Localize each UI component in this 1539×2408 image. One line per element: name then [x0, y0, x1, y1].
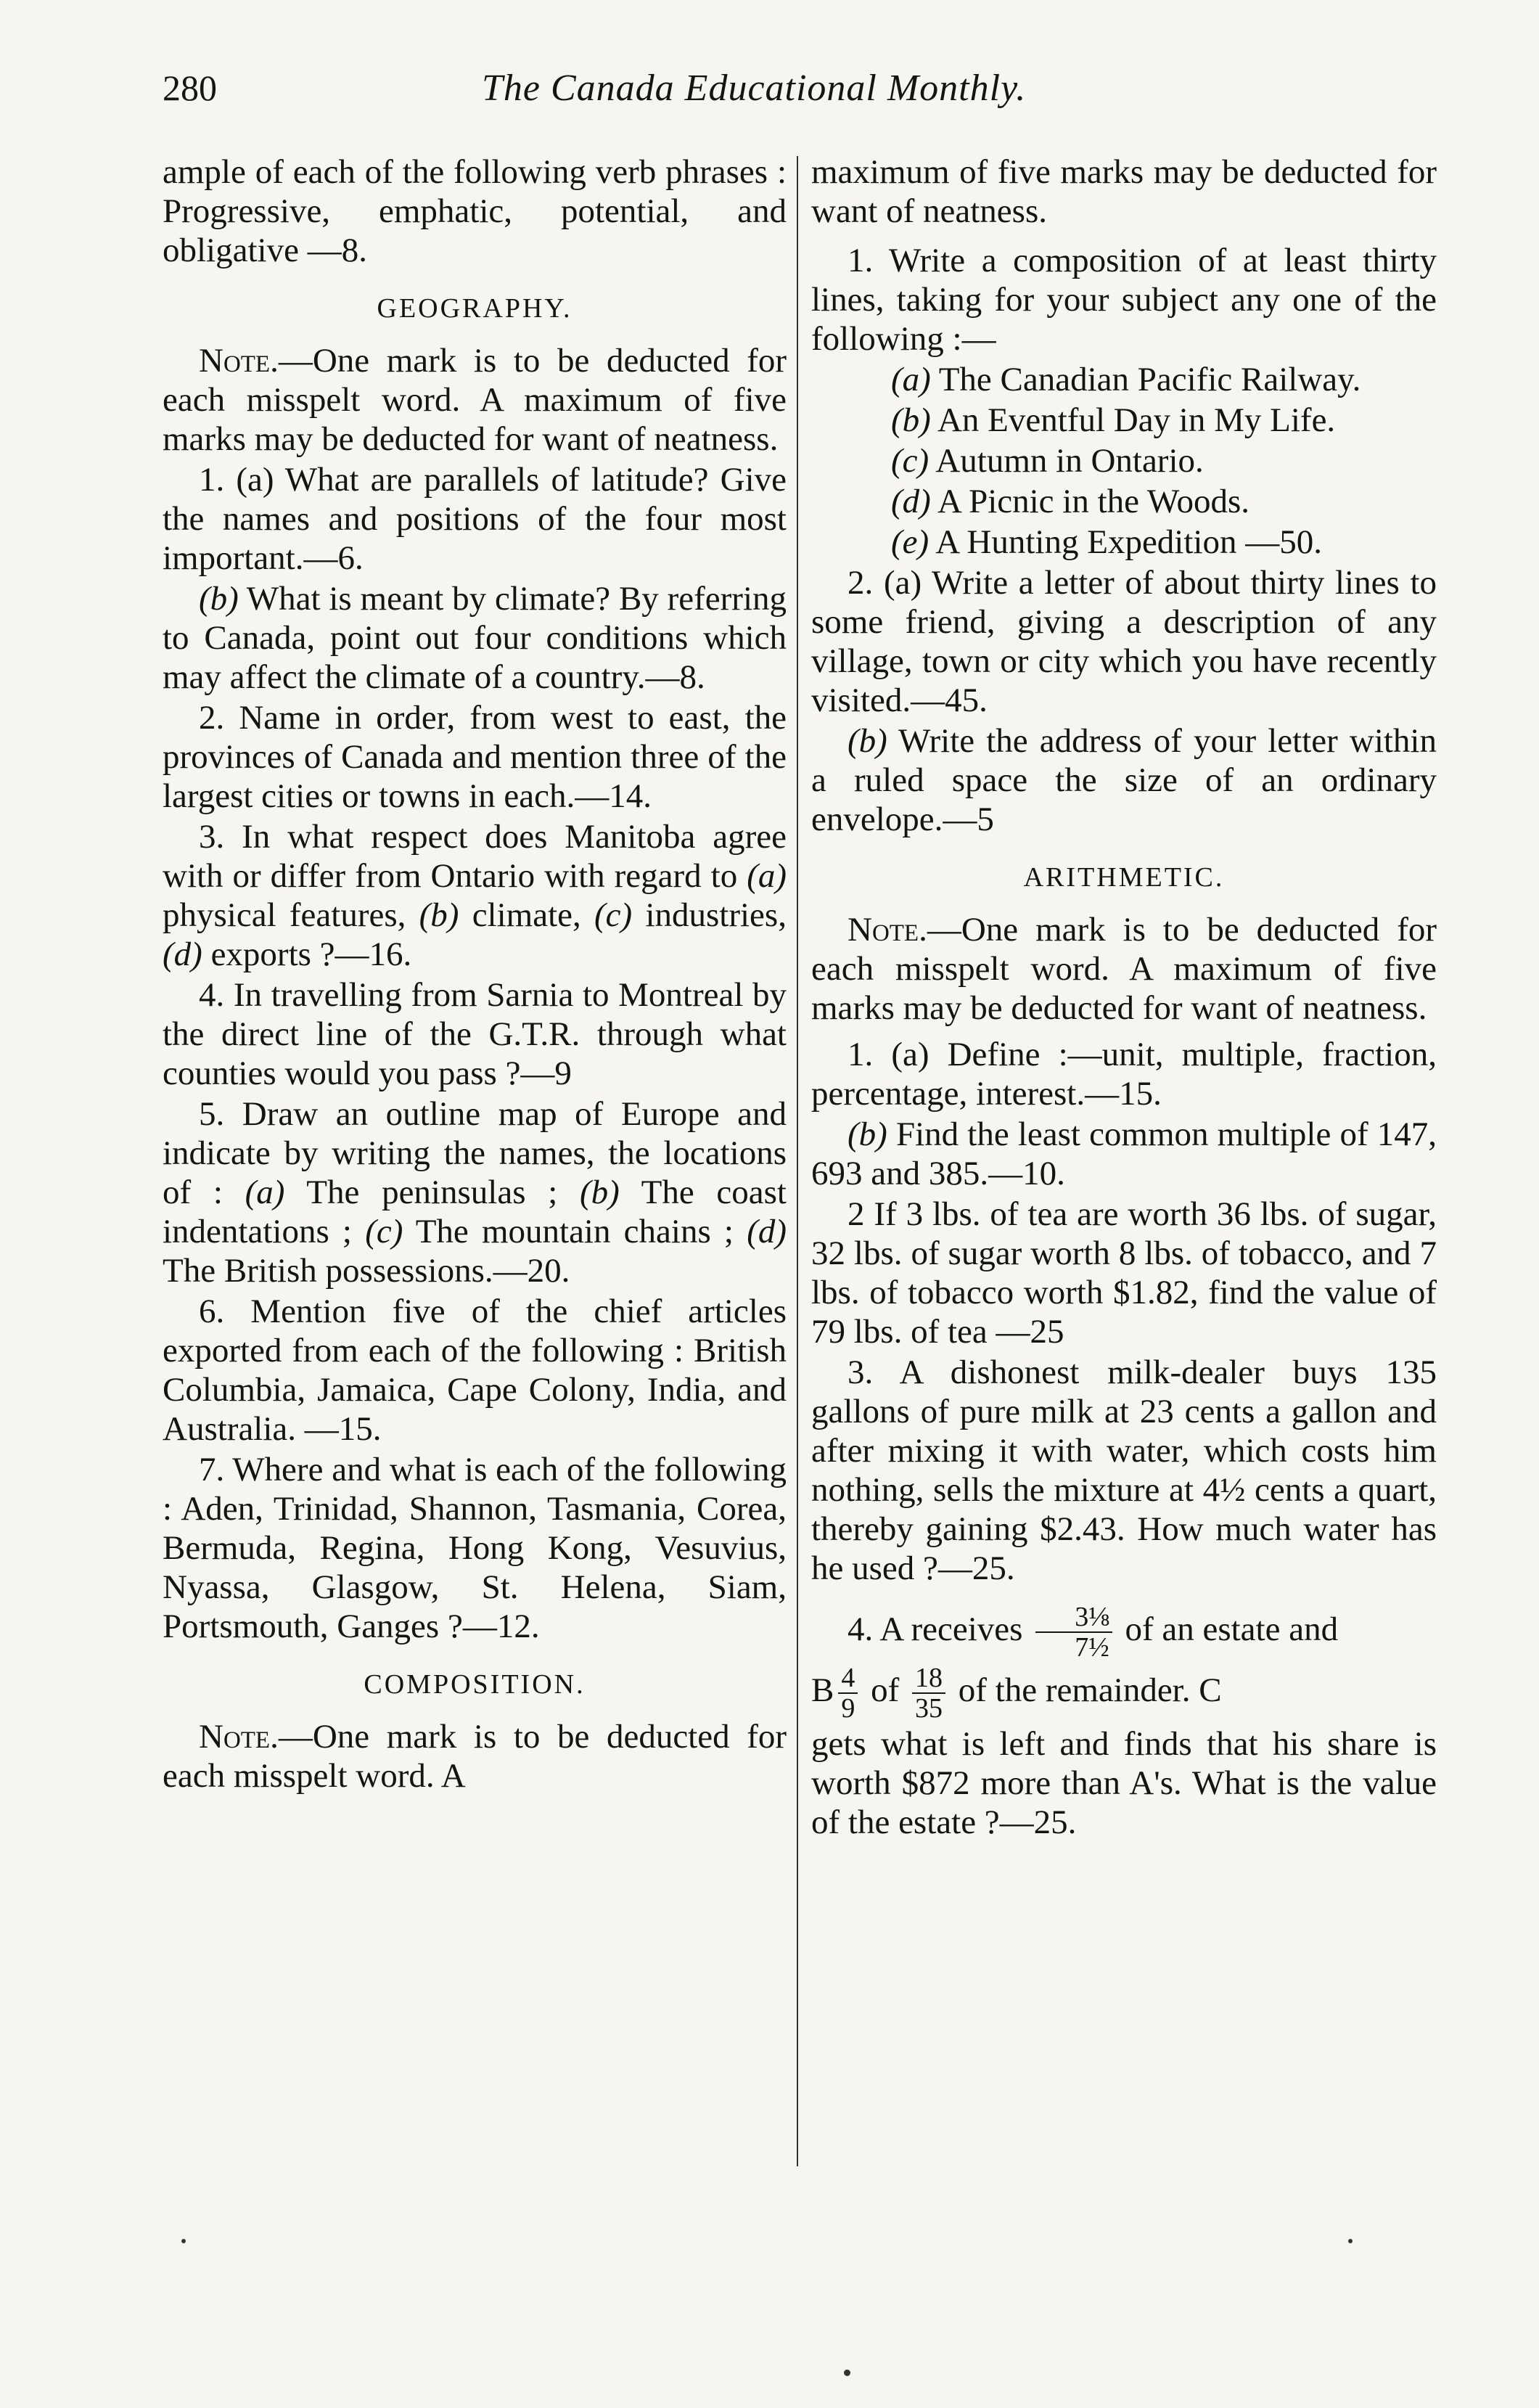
fraction-denominator: 35	[915, 1693, 943, 1724]
note-text: —One mark is to be deducted for each misspelt word. A maximum of five marks may be deducted for want of neatness.	[811, 911, 1437, 1027]
topic-label: (d)	[891, 483, 931, 520]
geography-note	[163, 341, 787, 459]
q-text: The peninsulas ;	[284, 1174, 580, 1211]
arithmetic-q2: 2 If 3 lbs. of tea are worth 36 lbs. of sugar, 32 lbs. of sugar worth 8 lbs. of tobacco, and 7 lbs. of tobacco worth $1.82, find the value of 79 lbs. of tea —25	[811, 1195, 1437, 1351]
composition-topic-a	[811, 360, 1437, 399]
note-text: —One mark is to be deducted for each misspelt word. A maximum of five marks may be deducted for want of neatness.	[163, 342, 787, 458]
arithmetic-note	[811, 910, 1437, 1028]
q-text: Define :—unit, multiple, fraction, percentage, interest.—15.	[811, 1036, 1437, 1113]
composition-topic-d	[811, 482, 1437, 521]
q-text: climate,	[459, 896, 595, 934]
speck-mark	[181, 2239, 186, 2243]
topic-text: An Eventful Day in My Life.	[930, 401, 1336, 439]
composition-heading: COMPOSITION.	[364, 1669, 586, 1700]
q-text: 3. In what respect does Manitoba agree with or differ from Ontario with regard to	[163, 818, 787, 895]
q-label: (d)	[163, 935, 202, 973]
q-number: (b)	[848, 1115, 887, 1153]
arithmetic-q4-line1	[811, 1602, 1437, 1662]
q-label: (c)	[365, 1213, 403, 1250]
q-text: The British possessions.—20.	[163, 1252, 570, 1290]
topic-label: (e)	[891, 523, 929, 561]
composition-q2b	[811, 721, 1437, 839]
topic-text: A Picnic in the Woods.	[930, 483, 1250, 520]
q-label: (d)	[747, 1213, 787, 1250]
page-header	[163, 67, 1440, 125]
q-text: What are parallels of latitude? Give the names and positions of the four most important.—6.	[163, 461, 787, 577]
arithmetic-q4-line3: gets what is left and finds that his share is worth $872 more than A's. What is the value of the estate ?—25.	[811, 1725, 1437, 1841]
page-number: 280	[163, 67, 217, 108]
fraction-a-share	[1035, 1602, 1112, 1662]
fraction-denominator: 9	[841, 1693, 855, 1724]
q-text: Write a letter of about thirty lines to some friend, giving a description of any village, town or city which you have recently visited.—45.	[811, 564, 1437, 719]
q-text: industries,	[632, 896, 787, 934]
note-text: —One mark is to be deducted for each misspelt word. A	[163, 1718, 787, 1795]
running-title: The Canada Educational Monthly.	[482, 67, 1027, 109]
q-text: exports ?—16.	[202, 935, 412, 973]
geography-q1a	[163, 460, 787, 578]
q-text: 5. Draw an outline map of Europe and indicate by writing the names, the locations of :	[163, 1095, 787, 1211]
verb-phrases-question-end: ample of each of the following verb phrases : Progressive, emphatic, potential, and obligative —8.	[163, 153, 787, 269]
composition-topic-e	[811, 523, 1437, 562]
note-label: Note.	[199, 342, 279, 380]
arithmetic-heading: ARITHMETIC.	[1023, 862, 1225, 893]
geography-heading: GEOGRAPHY.	[377, 293, 572, 324]
fraction-remainder	[912, 1663, 945, 1723]
topic-label: (a)	[891, 361, 931, 398]
note-label: Note.	[848, 911, 927, 949]
note-label: Note.	[199, 1718, 279, 1756]
composition-note-continued: maximum of five marks may be deducted for want of neatness.	[811, 153, 1437, 230]
arithmetic-q4-line2	[811, 1663, 1437, 1723]
q-text: of	[862, 1671, 908, 1709]
q-text: The coast indentations ;	[163, 1174, 787, 1250]
q-text: physical features,	[163, 896, 419, 934]
arithmetic-q1a	[811, 1035, 1437, 1113]
geography-q3	[163, 817, 787, 974]
geography-q6: 6. Mention five of the chief articles exported from each of the following : British Columbia, Jamaica, Cape Colony, India, and Australia. —15.	[163, 1293, 787, 1448]
fraction-b-share	[838, 1663, 858, 1723]
q-number: 1. (a)	[199, 461, 274, 499]
q-number: 2. (a)	[848, 564, 922, 602]
topic-text: A Hunting Expedition —50.	[929, 523, 1322, 561]
q-label: (c)	[594, 896, 633, 934]
q-text: 4. A receives	[848, 1610, 1032, 1648]
q-label: (b)	[579, 1174, 620, 1211]
composition-note	[163, 1717, 787, 1795]
fraction-numerator: 4	[838, 1663, 858, 1694]
q-text: of an estate and	[1116, 1610, 1339, 1648]
fraction-numerator: 18	[912, 1663, 945, 1694]
q-number: (b)	[848, 722, 887, 760]
q-text: Write the address of your letter within a ruled space the size of an ordinary envelope.—5	[811, 722, 1437, 838]
q-text: Find the least common multiple of 147, 693 and 385.—10.	[811, 1115, 1437, 1192]
q-text: The mountain chains ;	[403, 1213, 747, 1250]
speck-mark	[1348, 2239, 1353, 2243]
q-text: What is meant by climate? By referring to Canada, point out four conditions which may affect the climate of a country.—8.	[163, 580, 787, 696]
q-text: B	[811, 1671, 834, 1709]
fraction-denominator: 7½	[1075, 1632, 1109, 1663]
geography-q7: 7. Where and what is each of the following : Aden, Trinidad, Shannon, Tasmania, Corea, Bermuda, Regina, Hong Kong, Vesuvius, Nyassa, Glasgow, St. Helena, Siam, Portsmouth, Ganges ?—12.	[163, 1451, 787, 1645]
topic-label: (c)	[891, 442, 929, 480]
fraction-numerator: 3⅛	[1035, 1602, 1112, 1633]
composition-topic-b	[811, 401, 1437, 440]
arithmetic-q1b	[811, 1115, 1437, 1193]
geography-q5	[163, 1094, 787, 1290]
q-text: of the remainder. C	[950, 1671, 1222, 1709]
geography-q2: 2. Name in order, from west to east, the provinces of Canada and mention three of the largest cities or towns in each.—14.	[163, 699, 787, 815]
q-label: (b)	[419, 896, 459, 934]
composition-topic-c	[811, 441, 1437, 480]
topic-text: Autumn in Ontario.	[929, 442, 1204, 480]
topic-label: (b)	[891, 401, 931, 439]
speck-mark	[844, 2370, 850, 2376]
q-label: (a)	[245, 1174, 285, 1211]
geography-q4: 4. In travelling from Sarnia to Montreal by the direct line of the G.T.R. through what counties would you pass ?—9	[163, 976, 787, 1092]
composition-q1: 1. Write a composition of at least thirty lines, taking for your subject any one of the following :—	[811, 242, 1437, 358]
right-column	[811, 152, 1437, 1843]
arithmetic-q3: 3. A dishonest milk-dealer buys 135 gallons of pure milk at 23 cents a gallon and after mixing it with water, which costs him nothing, sells the mixture at 4½ cents a quart, thereby gaining $2.43. How much water has he used ?—25.	[811, 1354, 1437, 1587]
geography-q1b	[163, 579, 787, 697]
q-label: (a)	[747, 857, 787, 895]
column-divider	[797, 156, 798, 2166]
q-number: 1. (a)	[848, 1036, 929, 1073]
q-number: (b)	[199, 580, 239, 618]
composition-q2a	[811, 563, 1437, 720]
left-column	[163, 152, 787, 1797]
topic-text: The Canadian Pacific Railway.	[930, 361, 1361, 398]
